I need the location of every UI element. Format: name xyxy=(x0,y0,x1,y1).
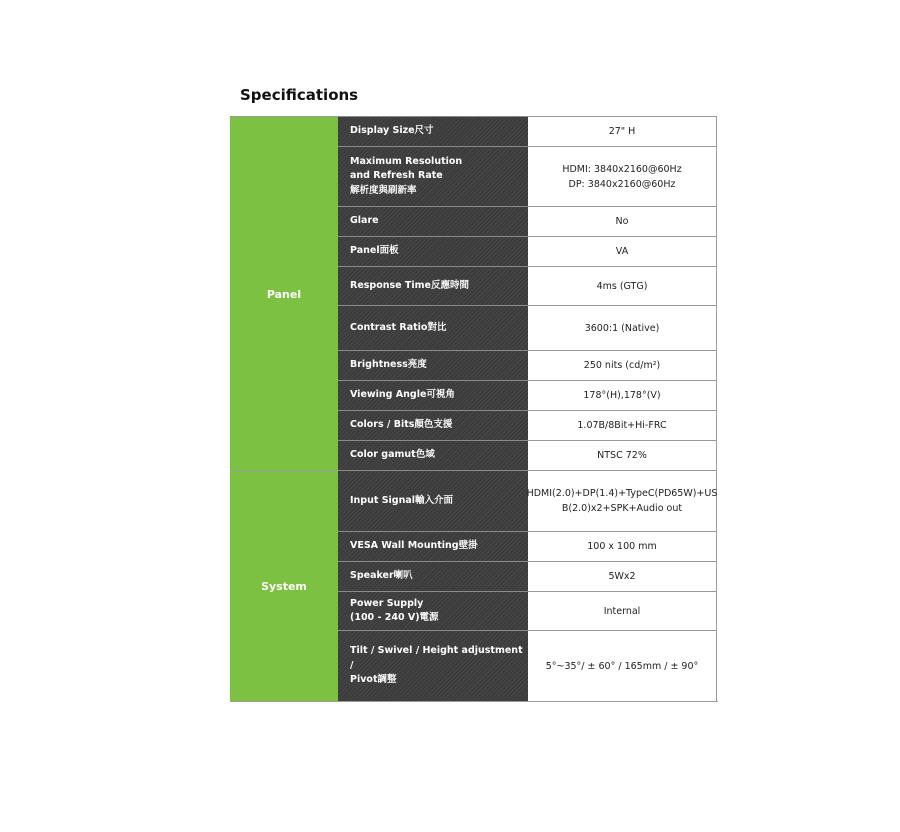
spec-value-adjustment: 5°~35°/ ± 60° / 165mm / ± 90° xyxy=(528,630,717,701)
spec-value-response-time: 4ms (GTG) xyxy=(528,266,717,305)
spec-label-panel: Panel面板 xyxy=(338,236,528,266)
spec-value-viewing-angle: 178°(H),178°(V) xyxy=(528,380,717,410)
spec-value-vesa-mounting: 100 x 100 mm xyxy=(528,531,717,561)
spec-label-response-time: Response Time反應時間 xyxy=(338,266,528,305)
spec-label-brightness: Brightness亮度 xyxy=(338,350,528,380)
spec-label-colors-bits: Colors / Bits顏色支援 xyxy=(338,410,528,440)
spec-value-power-supply: Internal xyxy=(528,591,717,630)
spec-value-colors-bits: 1.07B/8Bit+Hi-FRC xyxy=(528,410,717,440)
spec-label-power-supply: Power Supply (100 - 240 V)電源 xyxy=(338,591,528,630)
page-title: Specifications xyxy=(240,86,359,104)
table-bottom-border xyxy=(230,701,718,702)
spec-label-vesa-mounting: VESA Wall Mounting壁掛 xyxy=(338,531,528,561)
spec-value-max-resolution: HDMI: 3840x2160@60Hz DP: 3840x2160@60Hz xyxy=(528,146,717,206)
spec-value-glare: No xyxy=(528,206,717,236)
spec-value-color-gamut: NTSC 72% xyxy=(528,440,717,470)
spec-value-input-signal: HDMI(2.0)+DP(1.4)+TypeC(PD65W)+US B(2.0)x2+SPK+Audio out xyxy=(528,470,717,531)
group-system: System xyxy=(230,470,338,702)
spec-label-color-gamut: Color gamut色域 xyxy=(338,440,528,470)
spec-label-viewing-angle: Viewing Angle可視角 xyxy=(338,380,528,410)
spec-value-panel: VA xyxy=(528,236,717,266)
spec-label-speaker: Speaker喇叭 xyxy=(338,561,528,591)
spec-label-input-signal: Input Signal輸入介面 xyxy=(338,470,528,531)
spec-label-max-resolution: Maximum Resolution and Refresh Rate 解析度與刷新率 xyxy=(338,146,528,206)
spec-label-display-size: Display Size尺寸 xyxy=(338,116,528,146)
spec-label-contrast-ratio: Contrast Ratio對比 xyxy=(338,305,528,350)
spec-label-adjustment: Tilt / Swivel / Height adjustment / Pivot調整 xyxy=(338,630,528,701)
spec-label-glare: Glare xyxy=(338,206,528,236)
spec-value-display-size: 27" H xyxy=(528,116,717,146)
group-panel: Panel xyxy=(230,116,338,471)
spec-value-brightness: 250 nits (cd/m²) xyxy=(528,350,717,380)
spec-value-speaker: 5Wx2 xyxy=(528,561,717,591)
spec-value-contrast-ratio: 3600:1 (Native) xyxy=(528,305,717,350)
